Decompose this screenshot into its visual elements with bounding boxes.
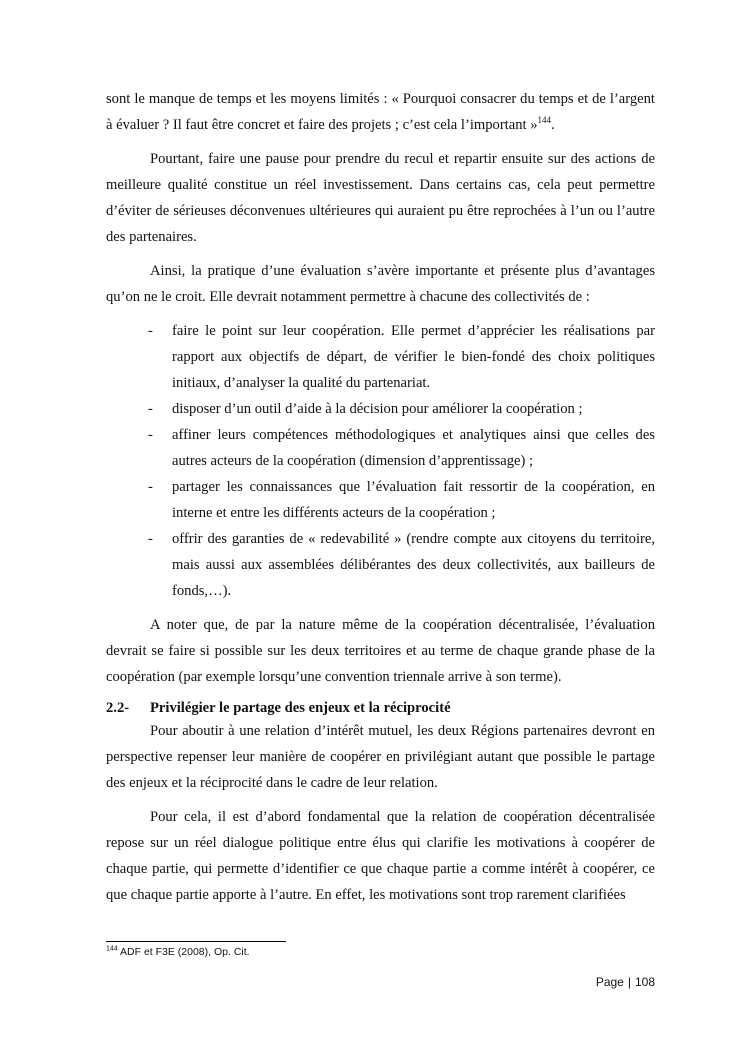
section-number: 2.2- [106,700,130,716]
list-item-text: offrir des garanties de « redevabilité » (rendre compte aux citoyens du territoire, mais aussi aux assemblées délibérantes des deux collectivités, aux bailleurs de fonds,…). [172,531,655,599]
page-separator: | [627,975,631,989]
bullet-dash: - [148,531,153,547]
bullet-dash: - [148,427,153,443]
paragraph-1 [106,86,655,138]
page-label: Page [595,975,624,989]
list-item-text: affiner leurs compétences méthodologiques et analytiques ainsi que celles des autres acteurs de la coopération (dimension d’apprentissage) ; [172,427,655,469]
bullet-dash: - [148,479,153,495]
paragraph-1-text: sont le manque de temps et les moyens limités : « Pourquoi consacrer du temps et de l’argent à évaluer ? Il faut être concret et faire des projets ; c’est cela l’important » [106,91,655,133]
footnote-divider [106,941,286,942]
list-item [148,526,655,604]
list-item-text: faire le point sur leur coopération. Elle permet d’apprécier les réalisations par rapport aux objectifs de départ, de vérifier le bien-fondé des choix politiques initiaux, d’analyser la qualité du partenariat. [172,323,655,391]
section-heading [106,698,655,718]
page-body [106,86,655,908]
paragraph-5: Pour aboutir à une relation d’intérêt mutuel, les deux Régions partenaires devront en perspective repenser leur manière de coopérer en privilégiant autant que possible le partage des enjeux et la réciprocité dans le cadre de leur relation. [106,723,655,791]
bullet-list [106,318,655,604]
list-item [148,422,655,474]
paragraph-4: A noter que, de par la nature même de la coopération décentralisée, l’évaluation devrait se faire si possible sur les deux territoires et au terme de chaque grande phase de la coopération (par exemple lorsqu’une convention triennale arrive à son terme). [106,617,655,685]
footnote-text: ADF et F3E (2008), Op. Cit. [120,946,250,958]
list-item [148,474,655,526]
list-item-text: partager les connaissances que l’évaluation fait ressortir de la coopération, en interne et entre les différents acteurs de la coopération ; [172,479,655,521]
paragraph-3: Ainsi, la pratique d’une évaluation s’avère importante et présente plus d’avantages qu’on ne le croit. Elle devrait notamment permettre à chacune des collectivités de : [106,263,655,305]
bullet-dash: - [148,401,153,417]
footnote-number: 144 [106,945,118,953]
page-number [596,975,655,989]
footnote [106,946,250,958]
page-number-value: 108 [634,975,655,989]
bullet-dash: - [148,323,153,339]
section-title: Privilégier le partage des enjeux et la réciprocité [150,700,451,716]
paragraph-6: Pour cela, il est d’abord fondamental que la relation de coopération décentralisée repose sur un réel dialogue politique entre élus qui clarifie les motivations à coopérer de chaque partie, qui permette d’identifier ce que chaque partie a comme intérêt à coopérer, ce que chaque partie apporte à l’autre. En effet, les motivations sont trop rarement clarifiées [106,809,655,903]
paragraph-2: Pourtant, faire une pause pour prendre du recul et repartir ensuite sur des actions de meilleure qualité constitue un réel investissement. Dans certains cas, cela peut permettre d’éviter de sérieuses déconvenues ultérieures qui auraient pu être reprochées à l’un ou l’autre des partenaires. [106,151,655,245]
list-item [148,318,655,396]
list-item [148,396,655,422]
footnote-reference[interactable]: 144 [537,115,552,126]
paragraph-1-end: . [551,117,555,133]
list-item-text: disposer d’un outil d’aide à la décision pour améliorer la coopération ; [172,401,583,417]
